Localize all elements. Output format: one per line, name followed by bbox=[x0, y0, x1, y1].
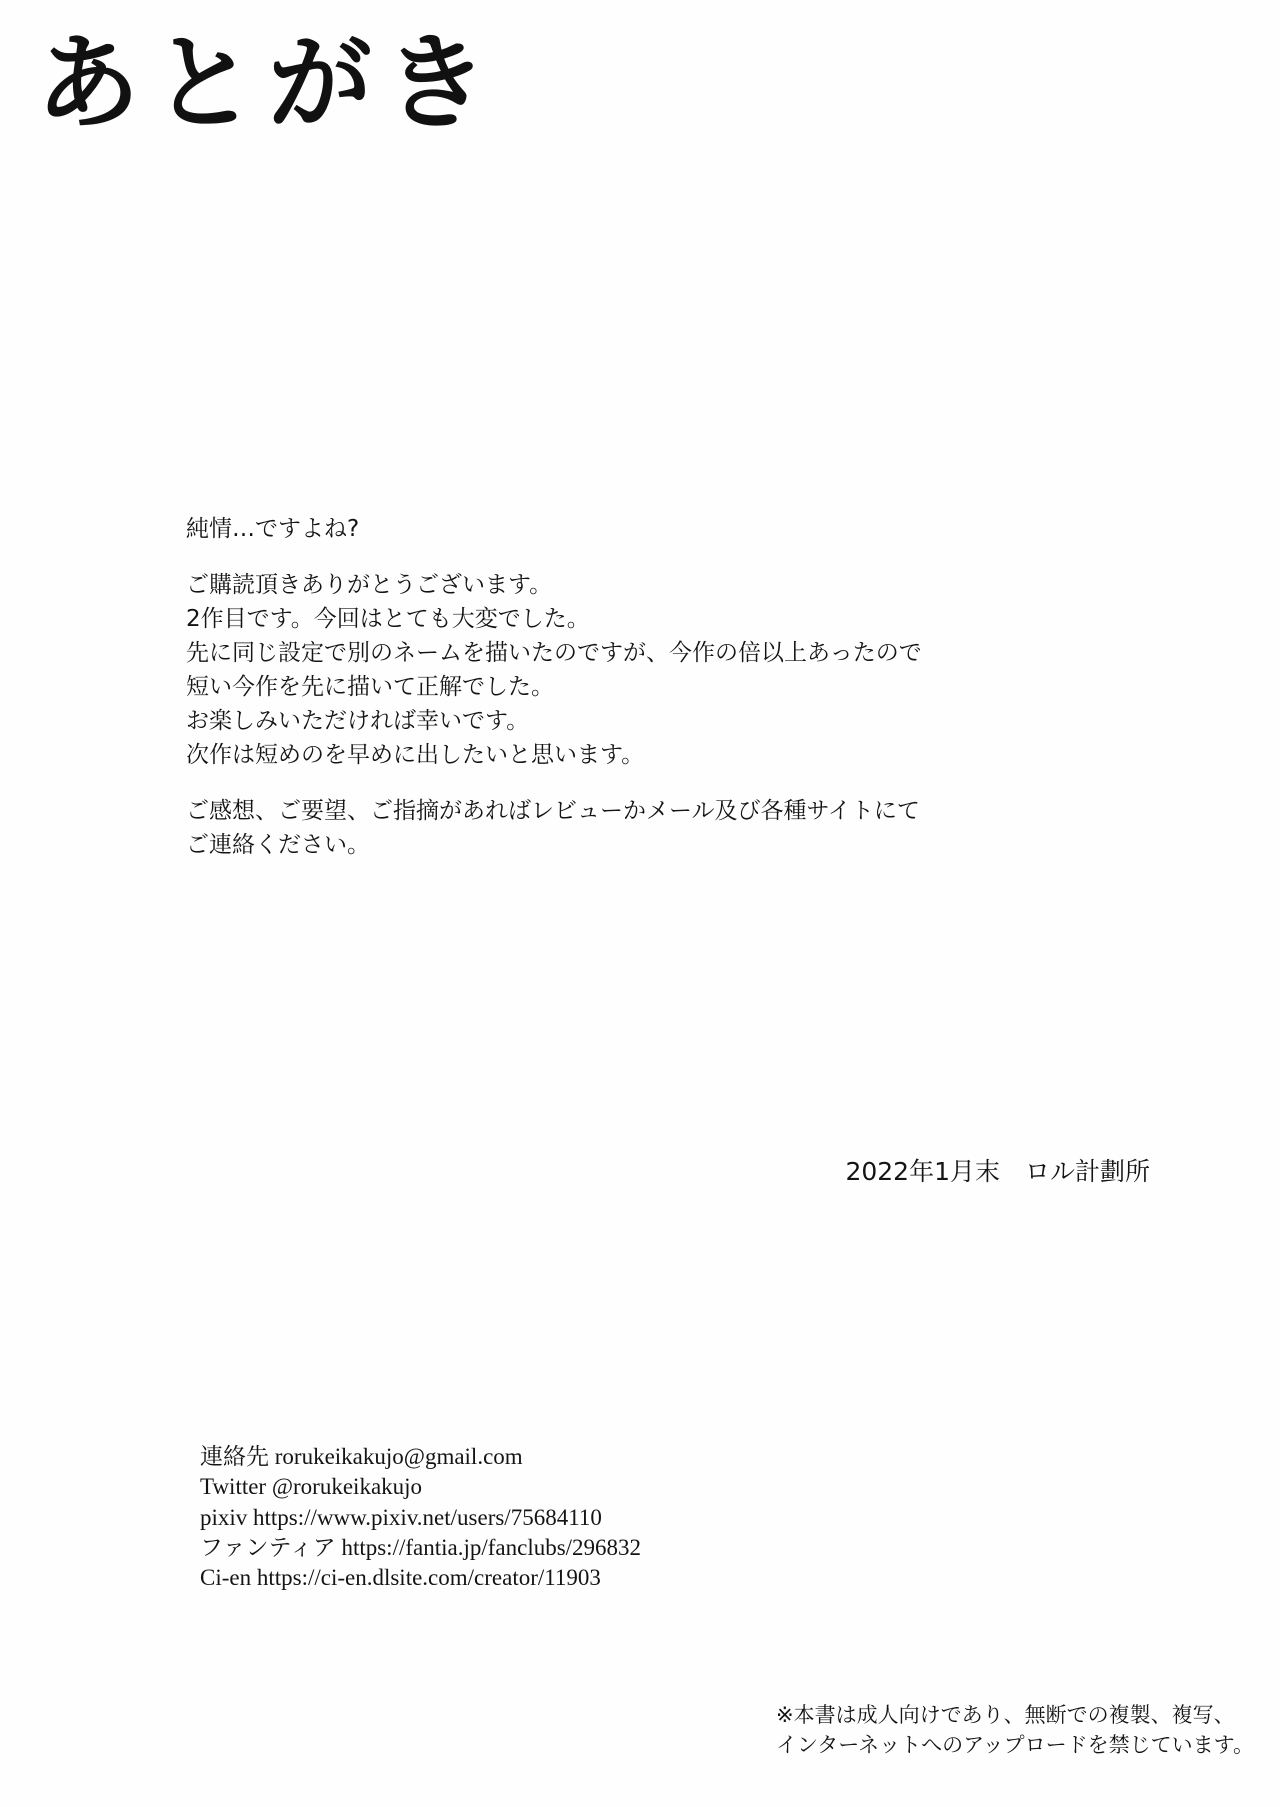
paragraph-gap bbox=[186, 546, 1136, 568]
notice-line: インターネットへのアップロードを禁じています。 bbox=[776, 1733, 1254, 1758]
body-line: 純情…ですよね? bbox=[186, 516, 360, 542]
contact-fantia: ファンティア https://fantia.jp/fanclubs/296832 bbox=[200, 1535, 642, 1561]
contact-email: 連絡先 rorukeikakujo@gmail.com bbox=[200, 1444, 523, 1469]
body-line: ご購読頂きありがとうございます。 bbox=[186, 572, 553, 598]
body-line: ご連絡ください。 bbox=[186, 832, 370, 858]
contact-twitter: Twitter @rorukeikakujo bbox=[200, 1474, 423, 1500]
body-line: 2作目です。今回はとても大変でした。 bbox=[186, 606, 590, 632]
body-line: お楽しみいただければ幸いです。 bbox=[186, 708, 530, 734]
signature-line: 2022年1月末 ロル計劃所 bbox=[845, 1157, 1150, 1186]
afterword-body bbox=[186, 512, 1136, 862]
contact-info bbox=[200, 1442, 641, 1594]
body-line: 次作は短めのを早めに出したいと思います。 bbox=[186, 742, 645, 768]
body-line: 先に同じ設定で別のネームを描いたのですが、今作の倍以上あったので bbox=[186, 640, 922, 666]
copyright-notice bbox=[776, 1700, 1254, 1761]
contact-pixiv: pixiv https://www.pixiv.net/users/75684110 bbox=[200, 1504, 602, 1530]
notice-line: ※本書は成人向けであり、無断での複製、複写、 bbox=[776, 1703, 1235, 1727]
body-line: ご感想、ご要望、ご指摘があればレビューかメール及び各種サイトにて bbox=[186, 798, 920, 824]
body-line: 短い今作を先に描いて正解でした。 bbox=[186, 674, 554, 700]
page-title: あとがき bbox=[36, 22, 501, 144]
paragraph-gap bbox=[186, 772, 1136, 794]
contact-cien: Ci-en https://ci-en.dlsite.com/creator/11903 bbox=[200, 1565, 601, 1591]
